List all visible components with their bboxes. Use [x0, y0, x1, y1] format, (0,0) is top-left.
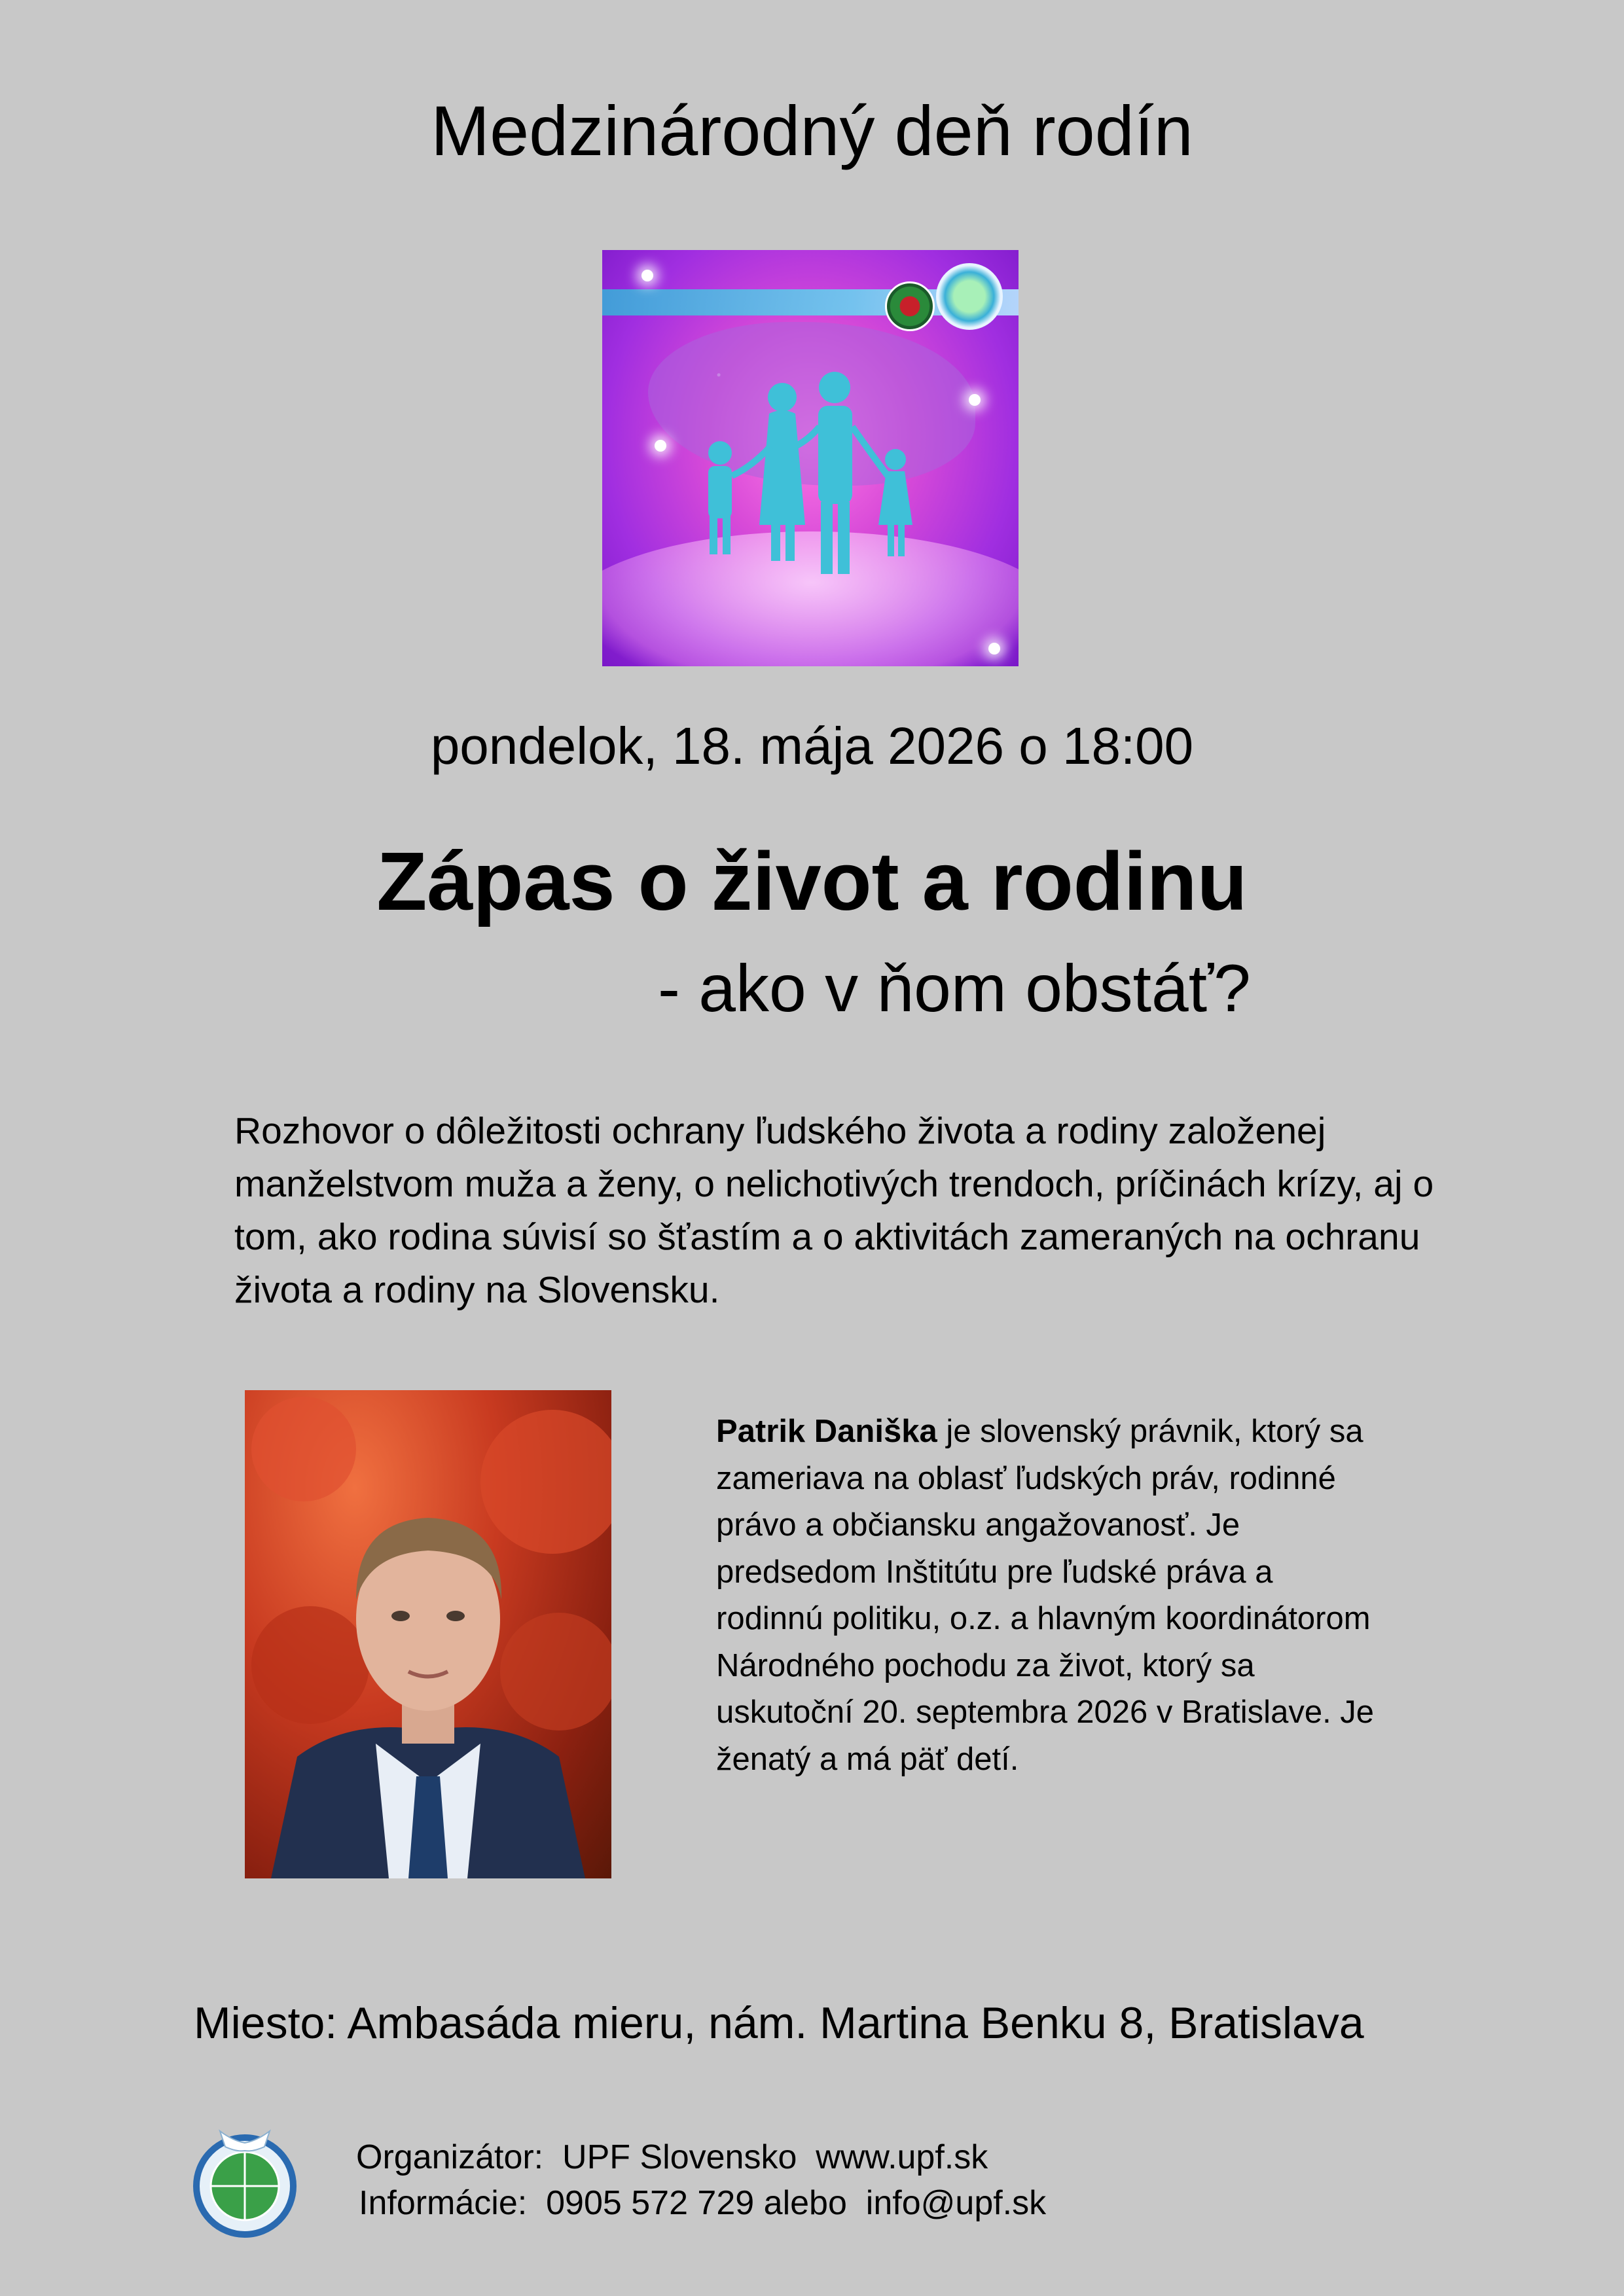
organizer-line: Organizátor: UPF Slovensko www.upf.sk — [356, 2138, 988, 2176]
family-day-poster-image — [602, 250, 1019, 666]
page-title: Medzinárodný deň rodín — [431, 91, 1193, 170]
speaker-portrait-icon — [245, 1390, 611, 1878]
speaker-bio-text: je slovenský právnik, ktorý sa zameriava na oblasť ľudských práv, rodinné právo a občiansku angažovanosť. Je predsedom Inštitútu pre ľudské práva a rodinnú politiku, o.z. a hlavným koordinátorom Národného pochodu za život, ktorý sa uskutoční 20. septembra 2026 v Bratislave. Je ženatý a má päť detí. — [716, 1414, 1375, 1777]
sparkle-icon — [641, 270, 653, 281]
event-place: Miesto: Ambasáda mieru, nám. Martina Benku 8, Bratislava — [194, 1998, 1364, 2048]
event-subheadline: - ako v ňom obstáť? — [658, 951, 1251, 1026]
sparkle-icon — [988, 643, 1000, 655]
contact-info-line: Informácie: 0905 572 729 alebo info@upf.sk — [359, 2184, 1047, 2222]
speaker-bio — [716, 1408, 1384, 1783]
speaker-photo — [245, 1390, 611, 1878]
speaker-name: Patrik Daniška — [716, 1414, 937, 1449]
event-datetime: pondelok, 18. mája 2026 o 18:00 — [430, 717, 1194, 775]
event-headline: Zápas o život a rodinu — [376, 835, 1248, 927]
sparkle-icon — [655, 440, 666, 452]
event-description: Rozhovor o dôležitosti ochrany ľudského života a rodiny založenej manželstvom muža a ženy, o nelichotivých trendoch, príčinách krízy, aj o tom, ako rodina súvisí so šťastím a o aktivitách zameraných na ochranu života a rodiny na Slovensku. — [234, 1110, 1434, 1311]
sparkle-icon — [969, 394, 981, 406]
family-silhouette-icon — [602, 250, 1019, 666]
upf-globe-logo-icon — [181, 2118, 309, 2246]
